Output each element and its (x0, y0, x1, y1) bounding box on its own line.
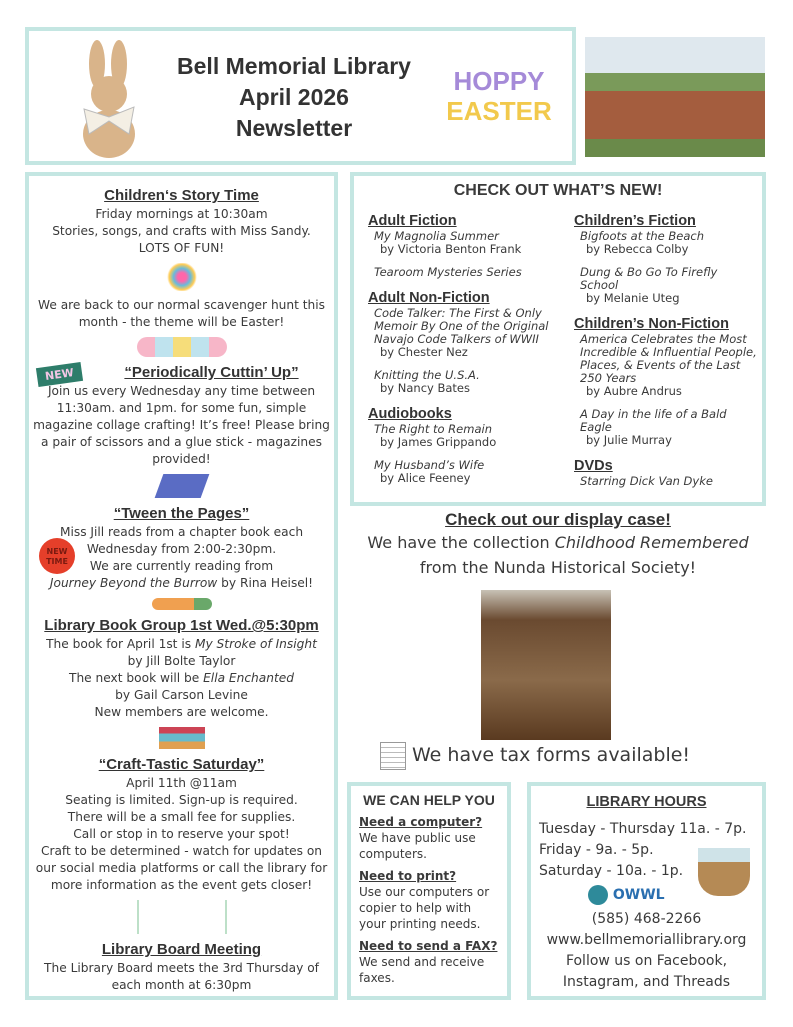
book-title: Bigfoots at the Beach (580, 229, 705, 243)
category-heading: Children’s Non-Fiction (574, 316, 729, 332)
book-title: Tearoom Mysteries Series (374, 265, 522, 279)
display-case-heading: Check out our display case! (445, 510, 671, 529)
hours-box (527, 782, 766, 1000)
book-author: by Julie Murray (586, 433, 672, 447)
category-heading: DVDs (574, 458, 613, 474)
category-heading: Audiobooks (368, 406, 452, 422)
craft-line: Call or stop in to reserve your spot! (73, 827, 290, 841)
book-title: Dung & Bo Go To Firefly School (580, 265, 718, 292)
new-time-badge: NEW TIME (39, 538, 75, 574)
book-title: America Celebrates the Most Incredible & Influential People, Places, & Events of the Last 250 Years (580, 332, 757, 385)
help-title: WE CAN HELP YOU (363, 792, 495, 808)
book-title: My Stroke of Insight (194, 637, 317, 651)
tween-line: Miss Jill reads from a chapter book each (59, 525, 304, 539)
book-title: Knitting the U.S.A. (374, 368, 480, 382)
help-question: Need to send a FAX? (359, 939, 498, 953)
book-title: A Day in the life of a Bald Eagle (580, 407, 727, 434)
book-group-line: The next book will be (69, 671, 204, 685)
book-title: Starring Dick Van Dyke (580, 474, 713, 488)
whats-new-left-column (368, 212, 568, 495)
owwl-icon (588, 885, 608, 905)
book-author: by Nancy Bates (380, 381, 470, 395)
craft-line: Seating is limited. Sign-up is required. (65, 793, 298, 807)
newsletter-label: Newsletter (235, 115, 353, 141)
category-heading: Children’s Fiction (574, 213, 696, 229)
book-group-heading (29, 616, 334, 636)
hours-title: LIBRARY HOURS (586, 794, 707, 810)
children-reading-icon (166, 263, 198, 291)
header-box (25, 27, 576, 165)
book-author: by Jill Bolte Taylor (127, 654, 236, 668)
book-title: My Husband’s Wife (374, 458, 485, 472)
leaves-icon (137, 900, 227, 934)
issue-date: April 2026 (239, 84, 349, 110)
hours-line: Friday - 9a. - 5p. (539, 842, 654, 858)
craft-line: April 11th @11am (126, 776, 237, 790)
magazine-icon (154, 474, 209, 498)
collection-name: Childhood Remembered (554, 533, 749, 552)
board-meeting-text: The Library Board meets the 3rd Thursday of each month at 6:30pm (44, 961, 319, 992)
hours-line: Tuesday - Thursday 11a. - 7p. (539, 821, 747, 837)
story-time-heading: Children‘s Story Time (104, 187, 259, 204)
owwl-label: OWWL (612, 887, 665, 903)
book-author: by James Grippando (380, 435, 497, 449)
events-column (25, 172, 338, 1000)
whats-new-box (350, 172, 766, 506)
tax-forms-notice (380, 740, 760, 770)
scavenger-hunt-text: We are back to our normal scavenger hunt this month - the theme will be Easter! (37, 298, 326, 329)
help-question: Need a computer? (359, 815, 483, 829)
book-title: The Right to Remain (374, 422, 492, 436)
tween-line: We are currently reading from (89, 559, 274, 573)
carrot-icon (152, 598, 212, 610)
books-icon (159, 727, 205, 749)
book-author: by Victoria Benton Frank (380, 242, 522, 256)
book-author: by Gail Carson Levine (115, 688, 248, 702)
tax-form-icon (380, 742, 406, 770)
help-answer: Use our computers or copier to help with your printing needs. (359, 885, 490, 931)
bunny-illustration (69, 39, 149, 159)
help-box (347, 782, 511, 1000)
library-name: Bell Memorial Library (177, 53, 411, 79)
easter-basket-icon (698, 848, 750, 896)
story-time-line: Stories, songs, and crafts with Miss Sandy. (52, 224, 311, 238)
social-media-text: Follow us on Facebook, Instagram, and Threads (562, 953, 731, 990)
new-badge: NEW (36, 362, 83, 387)
tax-forms-text: We have tax forms available! (412, 744, 691, 766)
cuttin-up-heading: “Periodically Cuttin’ Up” (124, 364, 299, 381)
story-time-line: Friday mornings at 10:30am (95, 207, 268, 221)
newsletter-title (169, 51, 419, 144)
craft-more-text: Craft to be determined - watch for updates on our social media platforms or call the library for more information as the event gets closer! (35, 844, 328, 892)
website-link[interactable]: www.bellmemoriallibrary.org (546, 932, 747, 948)
book-author: by Rebecca Colby (586, 242, 689, 256)
craft-line: There will be a small fee for supplies. (67, 810, 296, 824)
book-group-title: Library Book Group 1st Wed.@5:30pm (44, 617, 319, 634)
phone-number: (585) 468-2266 (591, 911, 702, 927)
tween-pages-heading: “Tween the Pages” (113, 505, 250, 522)
tween-line: Wednesday from 2:00-2:30pm. (86, 542, 277, 556)
category-heading: Adult Fiction (368, 213, 457, 229)
category-heading: Adult Non-Fiction (368, 290, 490, 306)
whats-new-right-column (574, 212, 759, 498)
display-text: from the Nunda Historical Society! (419, 558, 697, 577)
whats-new-title: CHECK OUT WHAT’S NEW! (453, 182, 663, 199)
book-group-line: The book for April 1st is (46, 637, 195, 651)
display-text: We have the collection (367, 533, 555, 552)
book-author: by Chester Nez (380, 345, 468, 359)
easter-eggs-icon (137, 337, 227, 357)
display-case-section (350, 510, 766, 580)
tween-book-title: Journey Beyond the Burrow (49, 576, 218, 590)
library-building-photo (585, 37, 765, 157)
board-meeting-heading: Library Board Meeting (101, 941, 262, 958)
help-question: Need to print? (359, 869, 457, 883)
help-answer: We send and receive faxes. (359, 955, 485, 985)
book-title: My Magnolia Summer (374, 229, 499, 243)
craft-saturday-heading: “Craft-Tastic Saturday” (98, 756, 265, 773)
book-title: Code Talker: The First & Only Memoir By One of the Original Navajo Code Talkers of WWII (374, 306, 549, 346)
hours-line: Saturday - 10a. - 1p. (539, 863, 684, 879)
tween-author: by Rina Heisel! (217, 576, 314, 590)
book-title: Ella Enchanted (203, 671, 294, 685)
cuttin-up-text: Join us every Wednesday any time between 11:30am. and 1pm. for some fun, simple magazine collage crafting! It’s free! Please bring a pair of scissors and a glue stick - magazines provided! (33, 384, 330, 466)
display-case-photo (481, 590, 611, 740)
story-time-line: LOTS OF FUN! (138, 241, 225, 255)
book-author: by Alice Feeney (380, 471, 471, 485)
book-group-line: New members are welcome. (94, 705, 269, 719)
hoppy-easter-art: HOPPY EASTER (446, 66, 552, 126)
book-author: by Aubre Andrus (586, 384, 682, 398)
book-author: by Melanie Uteg (586, 291, 680, 305)
help-answer: We have public use computers. (359, 831, 476, 861)
